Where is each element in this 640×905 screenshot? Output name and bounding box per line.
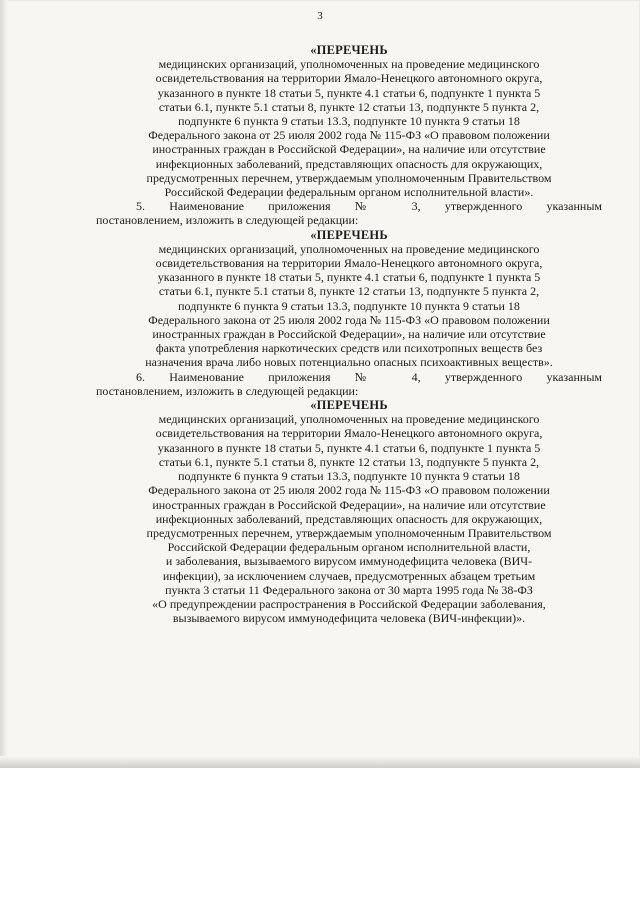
text-line: и заболевания, вызываемого вирусом иммунодефицита человека (ВИЧ-	[165, 554, 533, 569]
text-line: иностранных граждан в Российской Федерации», на наличие или отсутствие	[152, 142, 546, 157]
list-heading: «ПЕРЕЧЕНЬ	[310, 398, 388, 413]
amendment-paragraph-continuation: постановлением, изложить в следующей редакции:	[96, 213, 359, 228]
blank-margin	[0, 768, 640, 905]
text-line: статьи 6.1, пункте 5.1 статьи 8, пункте 12 статьи 13, подпункте 5 пункта 2,	[158, 99, 540, 114]
page-number: 3	[317, 10, 323, 22]
text-line: предусмотренных перечнем, утверждаемым уполномоченным Правительством	[146, 525, 552, 540]
list-description	[96, 57, 602, 199]
amendment-paragraph: 5. Наименование приложения № 3, утвержденного указанным	[136, 199, 602, 214]
text-line: статьи 6.1, пункте 5.1 статьи 8, пункте 12 статьи 13, подпункте 5 пункта 2,	[158, 454, 540, 469]
text-line: Федерального закона от 25 июля 2002 года № 115-ФЗ «О правовом положении	[148, 483, 550, 498]
list-description	[96, 242, 602, 370]
text-line: медицинских организаций, уполномоченных на проведение медицинского	[158, 412, 540, 427]
text-line: иностранных граждан в Российской Федерации», на наличие или отсутствие	[152, 497, 546, 512]
text-line: инфекции), за исключением случаев, предусмотренных абзацем третьим	[162, 568, 536, 583]
text-line: инфекционных заболеваний, представляющих опасность для окружающих,	[155, 511, 543, 526]
text-line: указанного в пункте 18 статьи 5, пункте 4.1 статьи 6, подпункте 1 пункта 5	[157, 270, 541, 285]
text-line: иностранных граждан в Российской Федерации», на наличие или отсутствие	[152, 327, 546, 342]
text-line: Федерального закона от 25 июля 2002 года № 115-ФЗ «О правовом положении	[148, 128, 550, 143]
text-line: медицинских организаций, уполномоченных на проведение медицинского	[158, 57, 540, 72]
text-line: назначения врача либо новых потенциально опасных психоактивных веществ».	[145, 355, 553, 370]
list-description	[96, 412, 602, 625]
text-line: медицинских организаций, уполномоченных на проведение медицинского	[158, 241, 540, 256]
list-heading: «ПЕРЕЧЕНЬ	[310, 43, 388, 57]
text-line: подпункте 6 пункта 9 статьи 13.3, подпункте 10 пункта 9 статьи 18	[178, 469, 520, 484]
text-line: Федерального закона от 25 июля 2002 года № 115-ФЗ «О правовом положении	[148, 312, 550, 327]
text-line: вызываемого вирусом иммунодефицита человека (ВИЧ-инфекции)».	[172, 611, 526, 626]
text-line: подпункте 6 пункта 9 статьи 13.3, подпункте 10 пункта 9 статьи 18	[178, 114, 520, 129]
text-line: освидетельствования на территории Ямало-Ненецкого автономного округа,	[155, 256, 543, 271]
text-line: инфекционных заболеваний, представляющих опасность для окружающих,	[155, 156, 543, 171]
text-line: пункта 3 статьи 11 Федерального закона от 30 марта 1995 года № 38-ФЗ	[165, 582, 533, 597]
text-line: Российской Федерации федеральным органом исполнительной власти,	[167, 540, 531, 555]
text-line: освидетельствования на территории Ямало-Ненецкого автономного округа,	[155, 71, 543, 86]
amendment-paragraph-continuation: постановлением, изложить в следующей редакции:	[96, 383, 359, 398]
text-line: освидетельствования на территории Ямало-Ненецкого автономного округа,	[155, 426, 543, 441]
text-line: подпункте 6 пункта 9 статьи 13.3, подпункте 10 пункта 9 статьи 18	[178, 298, 520, 313]
text-line: статьи 6.1, пункте 5.1 статьи 8, пункте 12 статьи 13, подпункте 5 пункта 2,	[158, 284, 540, 299]
text-line: предусмотренных перечнем, утверждаемым уполномоченным Правительством	[146, 170, 552, 185]
text-line: факта употребления наркотических средств или психотропных веществ без	[155, 341, 543, 356]
text-line: Российской Федерации федеральным органом исполнительной власти».	[164, 185, 534, 200]
text-line: указанного в пункте 18 статьи 5, пункте 4.1 статьи 6, подпункте 1 пункта 5	[157, 440, 541, 455]
list-heading: «ПЕРЕЧЕНЬ	[310, 227, 388, 242]
text-line: «О предупреждении распространения в Российской Федерации заболевания,	[152, 596, 546, 611]
document-body	[96, 43, 602, 625]
text-line: указанного в пункте 18 статьи 5, пункте 4.1 статьи 6, подпункте 1 пункта 5	[157, 85, 541, 100]
amendment-paragraph: 6. Наименование приложения № 4, утвержденного указанным	[136, 369, 602, 384]
